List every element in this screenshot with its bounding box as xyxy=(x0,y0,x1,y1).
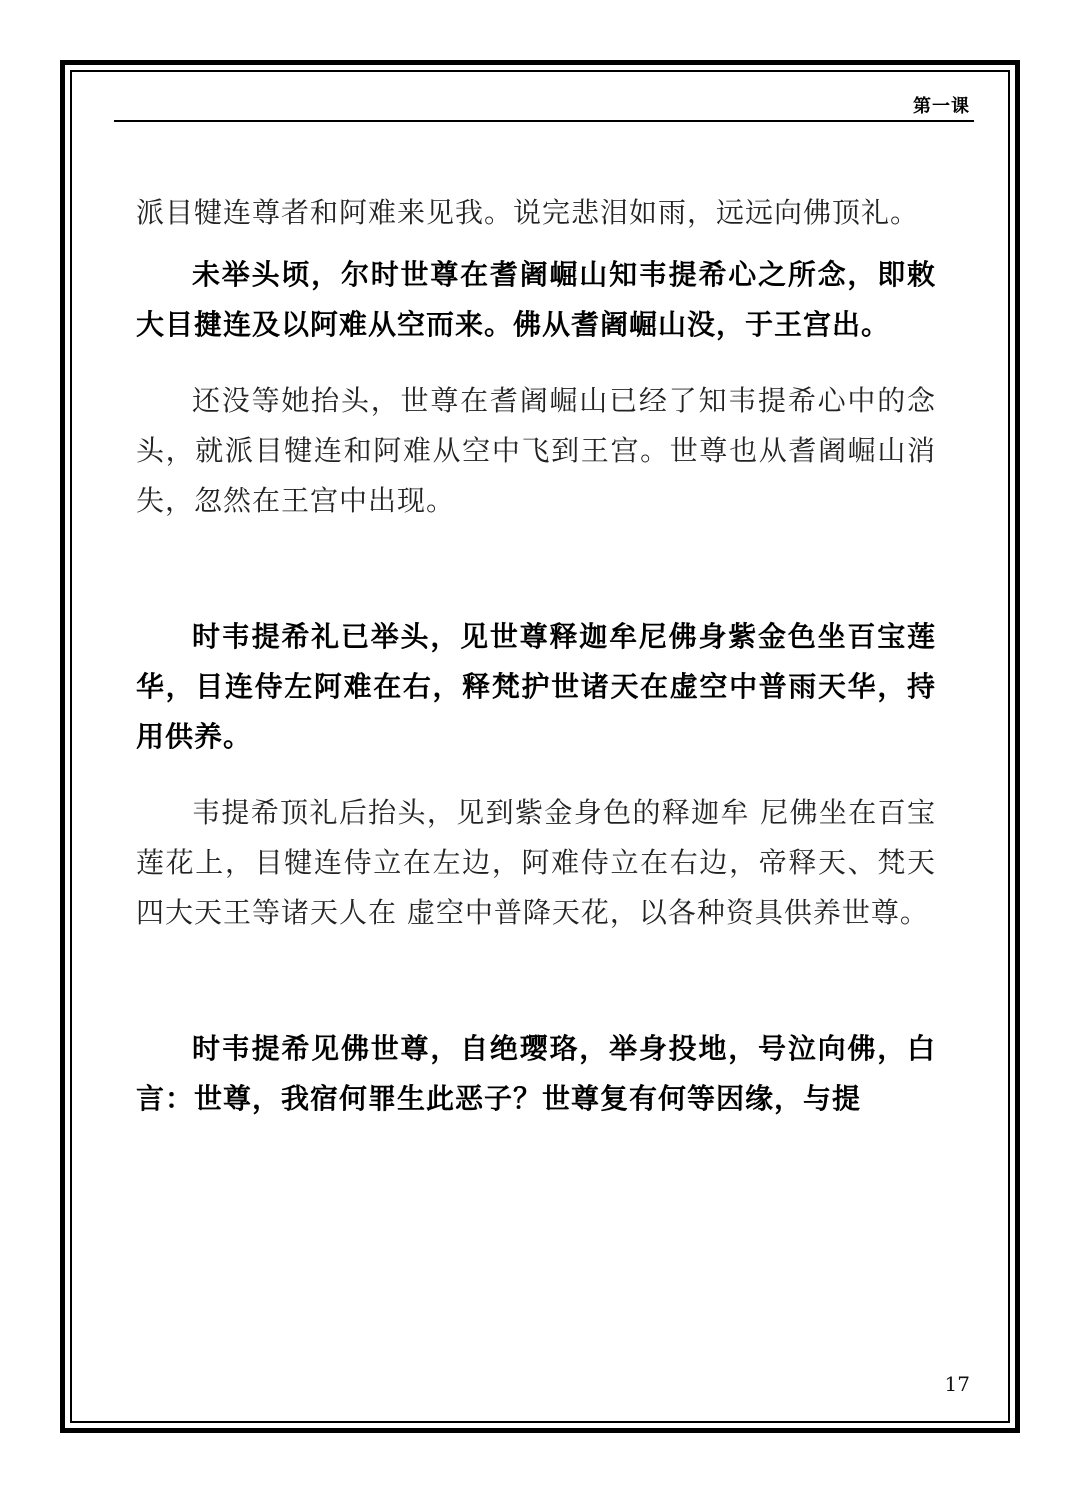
paragraph-translation-1: 派目犍连尊者和阿难来见我。说完悲泪如雨，远远向佛顶礼。 xyxy=(136,196,920,229)
paragraph-translation-2: 还没等她抬头，世尊在耆阇崛山已经了知韦提希心中的念头，就派目犍连和阿难从空中飞到王宫。世尊也从耆阇崛山消失，忽然在王宫中出现。 xyxy=(136,384,936,517)
paragraph-translation-3: 韦提希顶礼后抬头，见到紫金身色的释迦牟 尼佛坐在百宝莲花上，目犍连侍立在左边，阿难侍立在右边，帝释天、梵天四大天王等诸天人在 虚空中普降天花，以各种资具供养世尊。 xyxy=(136,796,936,929)
header-rule xyxy=(114,120,974,122)
paragraph-sutra-1: 未举头顷，尔时世尊在耆阇崛山知韦提希心之所念，即敕大目揵连及以阿难从空而来。佛从耆阇崛山没，于王宫出。 xyxy=(136,258,936,341)
paragraph-sutra-3: 时韦提希见佛世尊，自绝璎珞，举身投地，号泣向佛，白言：世尊，我宿何罪生此恶子？世尊复有何等因缘，与提 xyxy=(136,1032,936,1115)
paragraph-sutra-2: 时韦提希礼已举头，见世尊释迦牟尼佛身紫金色坐百宝莲华，目连侍左阿难在右，释梵护世诸天在虚空中普雨天华，持用供养。 xyxy=(136,620,936,753)
page-body xyxy=(136,188,936,1124)
chapter-header: 第一课 xyxy=(913,96,970,117)
page-number: 17 xyxy=(944,1372,970,1396)
